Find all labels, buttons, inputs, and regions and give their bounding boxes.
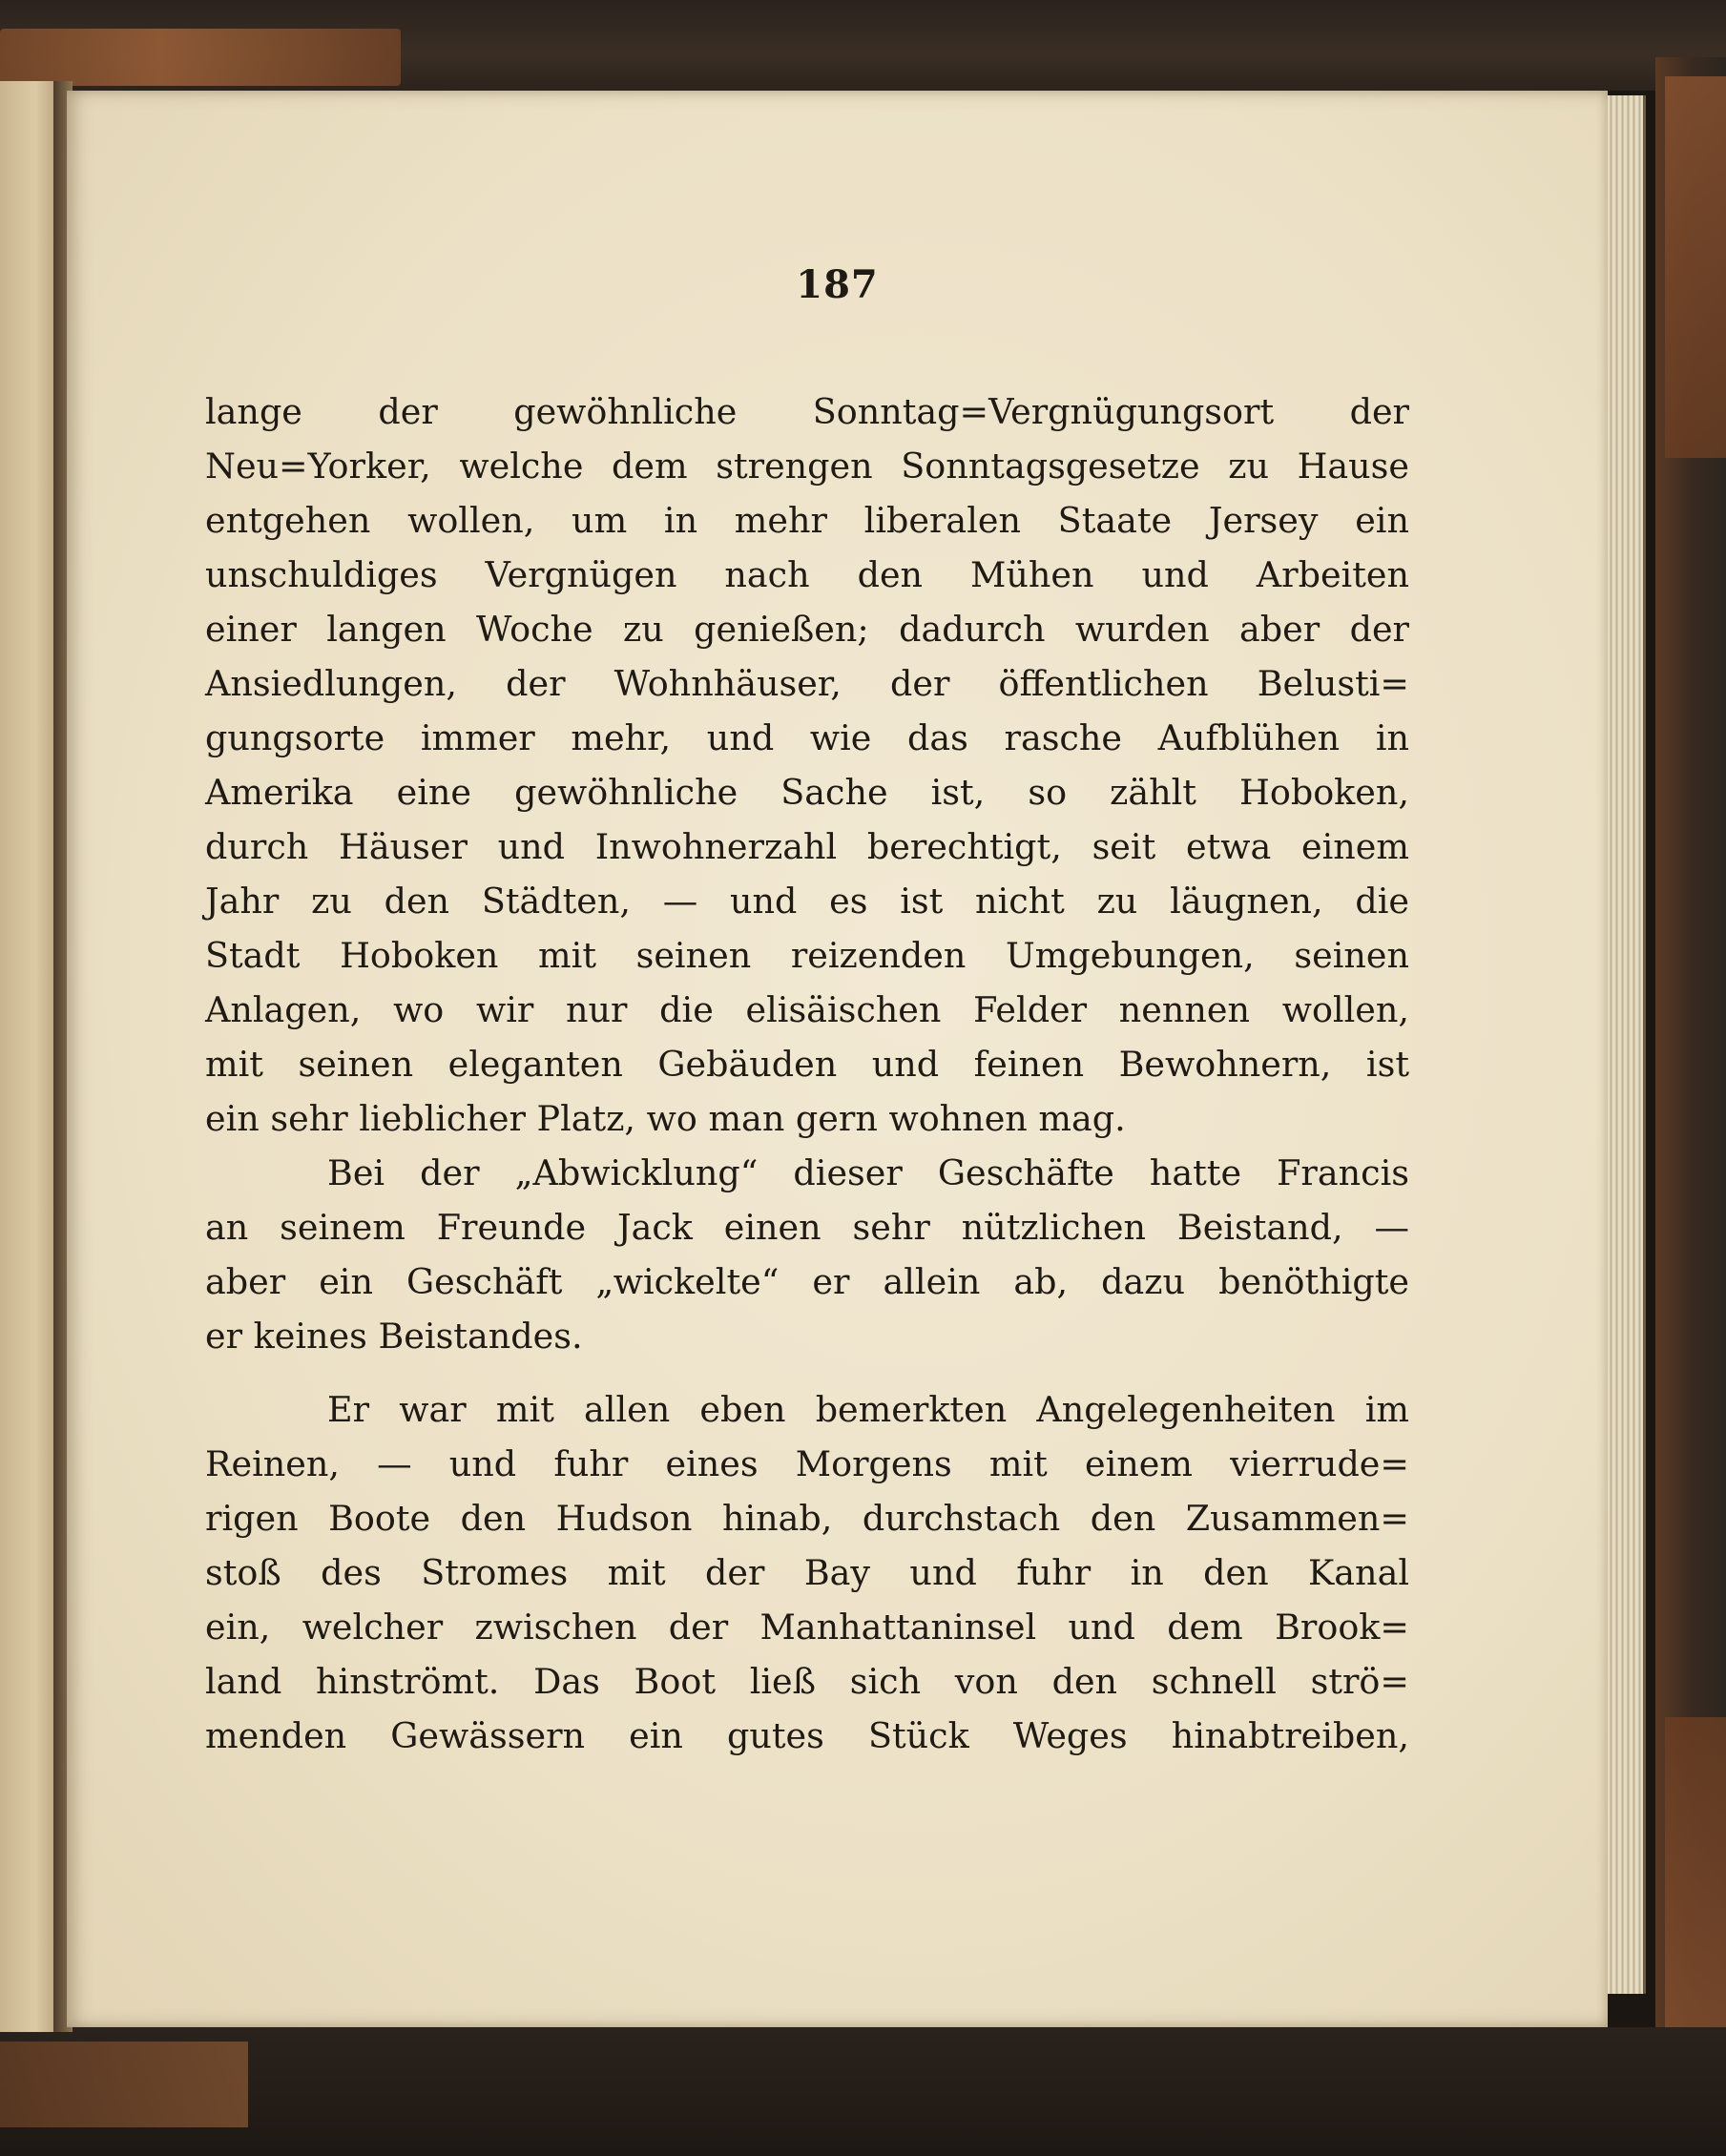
text-line: lange der gewöhnliche Sonntag=Vergnügungsort der [205,391,1409,432]
text-line: Bei der „Abwicklung“ dieser Geschäfte hatte Francis [327,1152,1409,1193]
text-line: Neu=Yorker, welche dem strengen Sonntagsgesetze zu Hause [205,446,1409,487]
text-line: unschuldiges Vergnügen nach den Mühen und Arbeiten [205,554,1409,595]
text-line: Stadt Hoboken mit seinen reizenden Umgebungen, seinen [205,935,1409,976]
text-line: menden Gewässern ein gutes Stück Weges hinabtreiben, [205,1715,1409,1756]
text-line: gungsorte immer mehr, und wie das rasche Aufblühen in [205,717,1409,758]
text-line: an seinem Freunde Jack einen sehr nützlichen Beistand, — [205,1207,1409,1248]
text-line: er keines Beistandes. [205,1316,583,1357]
leather-binding-top [0,29,401,86]
text-line: Anlagen, wo wir nur die elisäischen Felder nennen wollen, [205,989,1409,1030]
text-line: stoß des Stromes mit der Bay und fuhr in den Kanal [205,1552,1409,1593]
text-line: Er war mit allen eben bemerkten Angelegenheiten im [327,1389,1409,1430]
text-line: Jahr zu den Städten, — und es ist nicht zu läugnen, die [205,881,1409,922]
text-line: ein sehr lieblicher Platz, wo man gern wohnen mag. [205,1098,1126,1139]
text-line: Reinen, — und fuhr eines Morgens mit einem vierrude= [205,1443,1409,1484]
text-line: Amerika eine gewöhnliche Sache ist, so zählt Hoboken, [205,772,1409,813]
text-line: mit seinen eleganten Gebäuden und feinen Bewohnern, ist [205,1044,1409,1085]
text-line: entgehen wollen, um in mehr liberalen Staate Jersey ein [205,500,1409,541]
leather-binding-bottom [0,2042,248,2127]
text-line: rigen Boote den Hudson hinab, durchstach den Zusammen= [205,1498,1409,1539]
page-number: 187 [796,262,879,307]
body-text [205,384,1409,1763]
facing-page-edge [0,81,61,2032]
book-cover-bottom-edge [0,2027,1726,2156]
leather-corner-top-right [1665,76,1726,458]
text-line: land hinströmt. Das Boot ließ sich von den schnell strö= [205,1661,1409,1702]
paragraph-gap [205,1363,1409,1382]
text-line: einer langen Woche zu genießen; dadurch wurden aber der [205,609,1409,650]
text-line: Ansiedlungen, der Wohnhäuser, der öffentlichen Belusti= [205,663,1409,704]
text-line: durch Häuser und Inwohnerzahl berechtigt, seit etwa einem [205,826,1409,867]
book-page [67,91,1608,2027]
text-line: aber ein Geschäft „wickelte“ er allein ab, dazu benöthigte [205,1261,1409,1302]
text-line: ein, welcher zwischen der Manhattaninsel und dem Brook= [205,1607,1409,1648]
